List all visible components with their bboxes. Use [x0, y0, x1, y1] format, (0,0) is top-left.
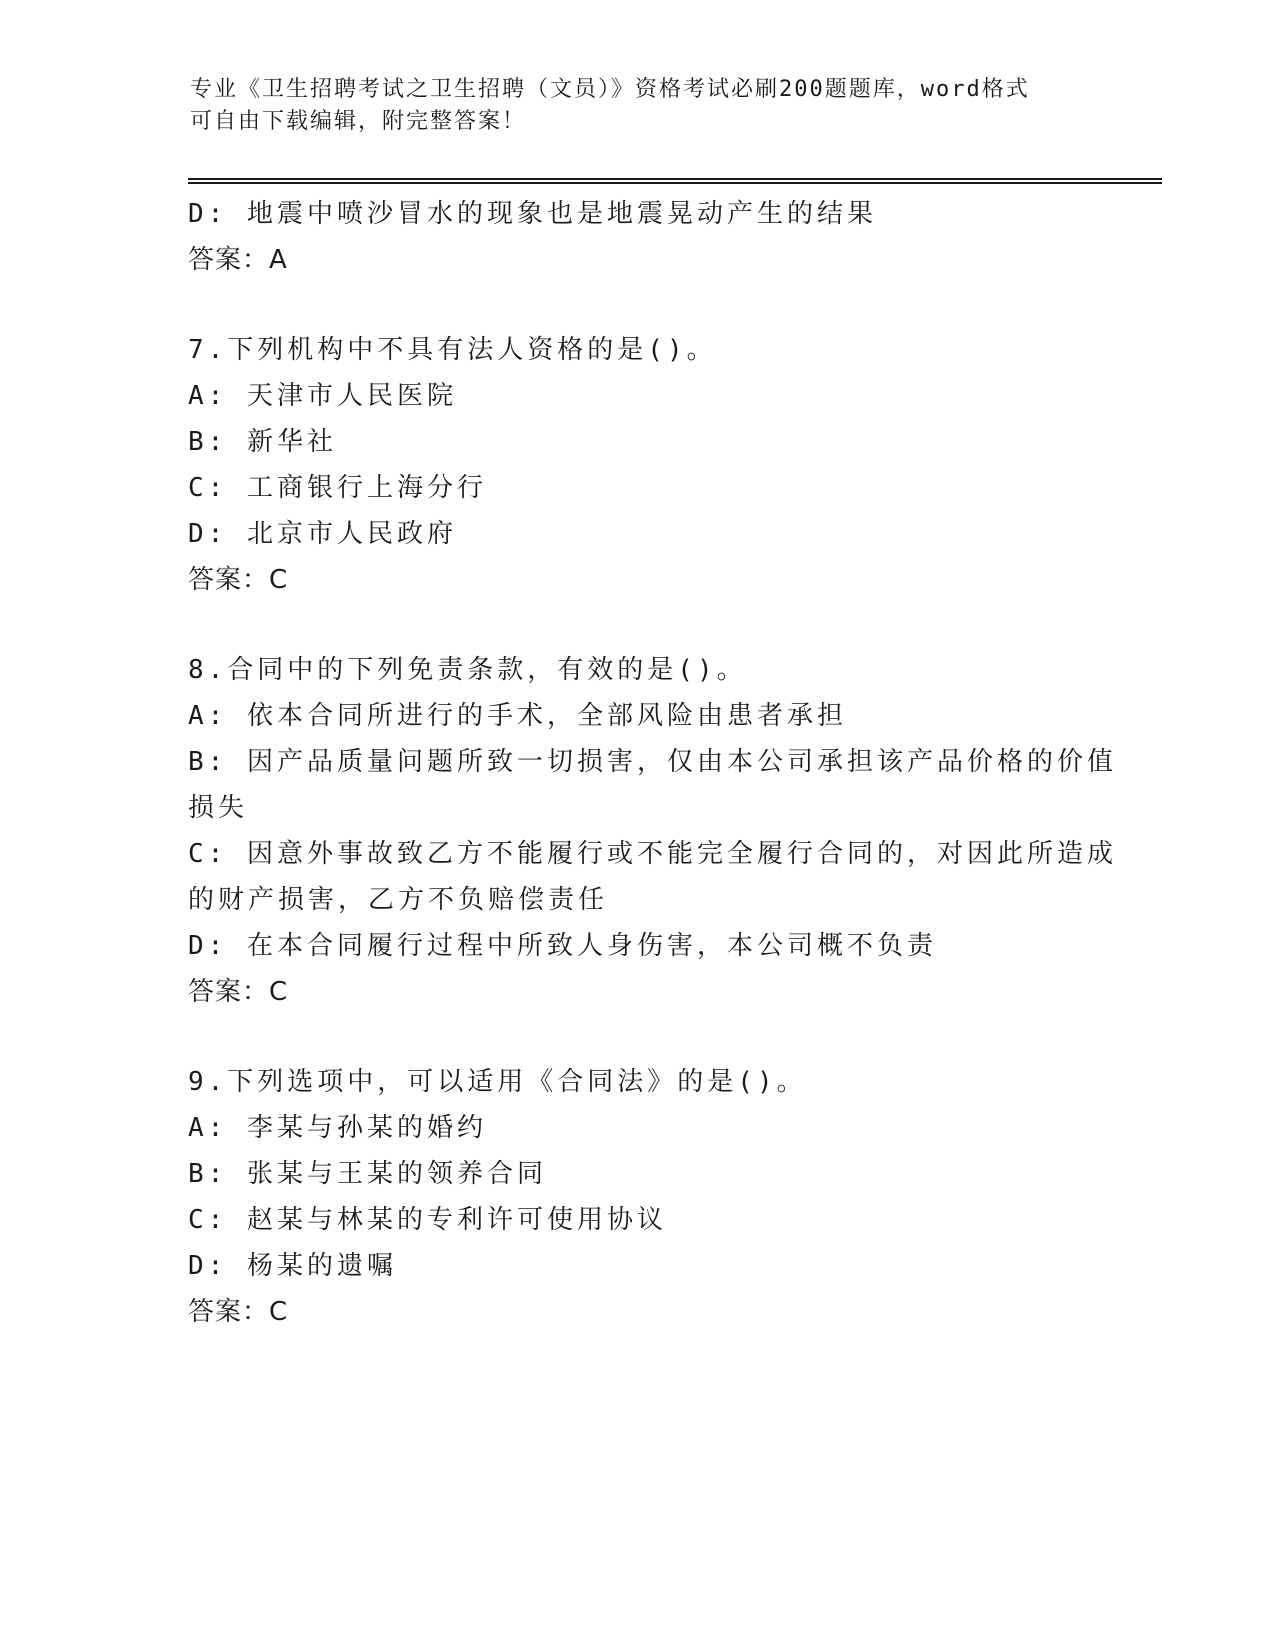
question-option: A: 李某与孙某的婚约	[188, 1113, 487, 1143]
question-option: B: 因产品质量问题所致一切损害，仅由本公司承担该产品价格的价值	[188, 747, 1117, 777]
document-body	[188, 191, 1117, 1335]
question-stem: 8.合同中的下列免责条款，有效的是()。	[188, 655, 747, 685]
header-line-2: 可自由下载编辑，附完整答案！	[190, 109, 527, 134]
question-9	[188, 1059, 1088, 1335]
carryover-option-d: D: 地震中喷沙冒水的现象也是地震晃动产生的结果	[188, 199, 877, 229]
question-answer: 答案：C	[188, 977, 289, 1007]
question-stem: 9.下列选项中，可以适用《合同法》的是()。	[188, 1067, 807, 1097]
question-option: A: 依本合同所进行的手术，全部风险由患者承担	[188, 701, 847, 731]
question-option: C: 因意外事故致乙方不能履行或不能完全履行合同的，对因此所造成	[188, 839, 1117, 869]
question-8	[188, 647, 1117, 1015]
header-double-rule	[188, 178, 1162, 184]
spacer	[188, 283, 1088, 327]
document-header	[190, 74, 1090, 138]
rule-line-top	[188, 178, 1162, 180]
question-option: B: 新华社	[188, 427, 337, 457]
carryover-block	[188, 191, 1088, 283]
question-option: C: 工商银行上海分行	[188, 473, 487, 503]
question-option: A: 天津市人民医院	[188, 381, 457, 411]
question-7	[188, 327, 1088, 603]
header-line-1: 专业《卫生招聘考试之卫生招聘（文员）》资格考试必刷200题题库，word格式	[190, 77, 1030, 102]
question-answer: 答案：C	[188, 565, 289, 595]
question-option: B: 张某与王某的领养合同	[188, 1159, 547, 1189]
spacer	[188, 1015, 1088, 1059]
question-option: C: 赵某与林某的专利许可使用协议	[188, 1205, 667, 1235]
question-answer: 答案：C	[188, 1297, 289, 1327]
question-option: D: 在本合同履行过程中所致人身伤害，本公司概不负责	[188, 931, 937, 961]
rule-line-bottom	[188, 182, 1162, 184]
question-option-continuation: 损失	[188, 793, 249, 823]
carryover-answer: 答案：A	[188, 245, 288, 275]
question-stem: 7.下列机构中不具有法人资格的是()。	[188, 335, 717, 365]
question-option: D: 杨某的遗嘱	[188, 1251, 397, 1281]
question-option: D: 北京市人民政府	[188, 519, 457, 549]
question-option-continuation: 的财产损害，乙方不负赔偿责任	[188, 885, 609, 915]
spacer	[188, 603, 1088, 647]
